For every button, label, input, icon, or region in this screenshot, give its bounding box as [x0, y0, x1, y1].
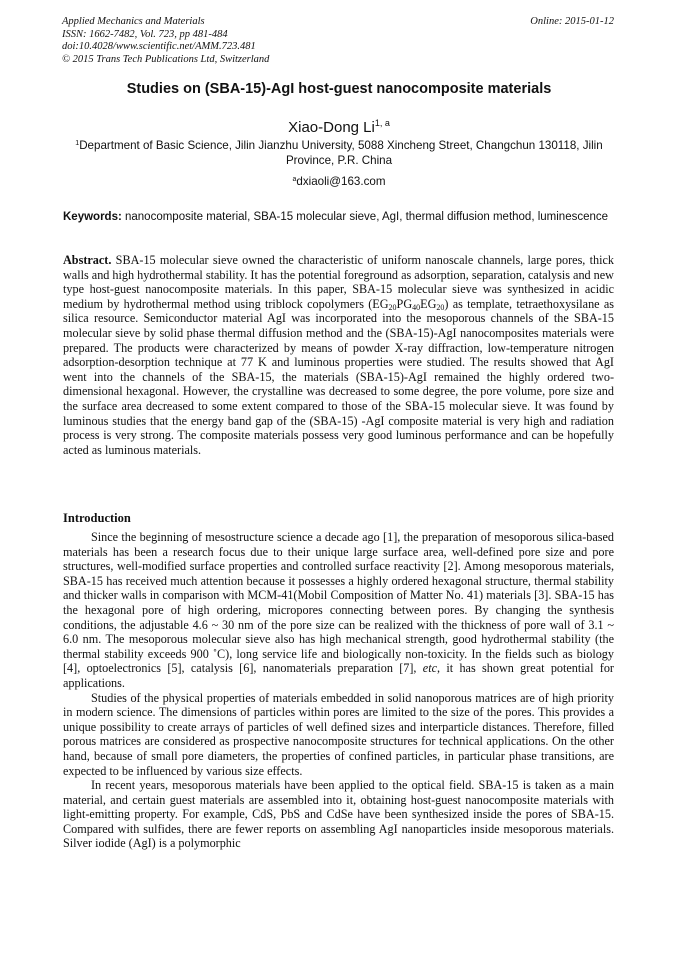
abstract-text-2: PG [396, 296, 413, 311]
keywords-text: nanocomposite material, SBA-15 molecular sieve, AgI, thermal diffusion method, luminescence [125, 211, 609, 223]
abstract-sub-3: 20 [436, 302, 445, 312]
abstract [63, 253, 614, 457]
journal-header [62, 16, 269, 66]
abstract-label: Abstract. [63, 253, 112, 267]
author-superscript: 1, a [374, 118, 390, 128]
paper-title: Studies on (SBA-15)-AgI host-guest nanocomposite materials [126, 81, 552, 97]
copyright-line: © 2015 Trans Tech Publications Ltd, Switzerland [62, 53, 270, 65]
abstract-sub-2: 40 [412, 302, 421, 312]
abstract-text-1: SBA-15 molecular sieve owned the characteristic of uniform nanoscale channels, large pores, thick walls and high hydrothermal stability. It has the potential foreground as adsorption, separation, catalysis and new type host-guest nanocomposite materials. In this paper, SBA-15 molecular sieve was synthesized in acidic medium by hydrothermal method using triblock copolymers (EG [63, 253, 614, 311]
introduction-body [63, 530, 614, 851]
abstract-text-3: EG [420, 296, 437, 311]
abstract-sub-1: 20 [388, 302, 397, 312]
affiliation-text: Department of Basic Science, Jilin Jianzhu University, 5088 Xincheng Street, Changchun 130118, Jilin Province, P.R. China [79, 139, 603, 167]
intro-p1-text-b: , it has shown great potential for applications. [63, 661, 614, 690]
affiliation [64, 137, 614, 168]
journal-name: Applied Mechanics and Materials [62, 16, 205, 27]
email-superscript: a [292, 176, 297, 183]
section-heading-introduction: Introduction [63, 511, 131, 525]
intro-p1-etc: etc [422, 661, 438, 676]
intro-paragraph-3: In recent years, mesoporous materials have been applied to the optical field. SBA-15 is taken as a main material, and certain guest materials are assembled into it, obtaining host-guest nanocomposite materials with light-emitting property. For example, CdS, PbS and CdSe have been synthesized inside the pores of SBA-15. Compared with sulfides, there are fewer reports on assembling AgI nanoparticles inside mesoporous materials. Silver iodide (AgI) is a polymorphic [63, 778, 614, 851]
author-email [64, 173, 614, 190]
email-text: dxiaoli@163.com [296, 175, 386, 188]
abstract-text-4: ) as template, tetraethoxysilane as silica resource. Semiconductor material AgI was incorporated into the mesoporous channels of the SBA-15 molecular sieve by solid phase thermal diffusion method and the (SBA-15)-AgI nanocomposites materials were prepared. The products were characterized by means of powder X-ray diffraction, low-temperature nitrogen adsorption-desorption technique at 77 K and luminous properties were studied. The results showed that AgI went into the channels of the SBA-15, the materials (SBA-15)-AgI remained the highly ordered two-dimensional hexagonal. However, the crystalline was decreased to some degree, the pore volume, pore size and the surface area decreased to some extent compared to those of the SBA-15 molecular sieve. It was found by luminous studies that the energy band gap of the (SBA-15) -AgI composite material is very high and radiation process is very strong. The composite materials possess very good luminous performance and can be hopefully acted as luminous materials. [63, 296, 614, 457]
author-line [40, 114, 638, 137]
intro-p1-text-a: Since the beginning of mesostructure science a decade ago [1], the preparation of mesoporous silica-based materials has been a research focus due to their unique large surface area, well-defined pore size and pore structures, well-modified surface properties and controlled surface reactivity [2]. Among mesoporous materials, SBA-15 has received much attention because it possesses a highly ordered hexagonal structure, thermal stability and thicker walls in comparison with MCM-41(Mobil Composition of Matter No. 41) materials [3]. SBA-15 has the hexagonal pore of high ordering, micropores connecting between pores. By changing the synthesis conditions, the adjustable 4.6 ~ 30 nm of the pore size can be realized with the thickness of pore wall of 3.1 ~ 6.0 nm. The mesoporous molecular sieve also has high mechanical strength, good hydrothermal stability (the thermal stability exceeds 900 ˚C), long service life and biologically non-toxicity. In the fields such as biology [4], optoelectronics [5], catalysis [6], nanomaterials preparation [7], [63, 530, 614, 676]
author-name: Xiao-Dong Li [288, 119, 375, 136]
online-date: Online: 2015-01-12 [530, 16, 614, 27]
doi-line: doi:10.4028/www.scientific.net/AMM.723.481 [62, 41, 256, 53]
keywords-label: Keywords: [63, 211, 122, 223]
intro-paragraph-1 [63, 530, 614, 691]
keywords [63, 210, 614, 224]
issn-line: ISSN: 1662-7482, Vol. 723, pp 481-484 [62, 28, 228, 40]
intro-paragraph-2: Studies of the physical properties of materials embedded in solid nanoporous matrices are of high priority in modern science. The dimensions of particles within pores are limited to the size of the pores. This provides a unique possibility to create arrays of particles of well defined sizes and interparticle distances. Therefore, filled porous matrices are considered as prospective nanocomposite structures for technical applications. On the other hand, because of small pore diameters, the properties of confined particles, in particular phase transitions, are expected to be influenced by various size effects. [63, 690, 614, 778]
affiliation-superscript: 1 [75, 140, 80, 147]
